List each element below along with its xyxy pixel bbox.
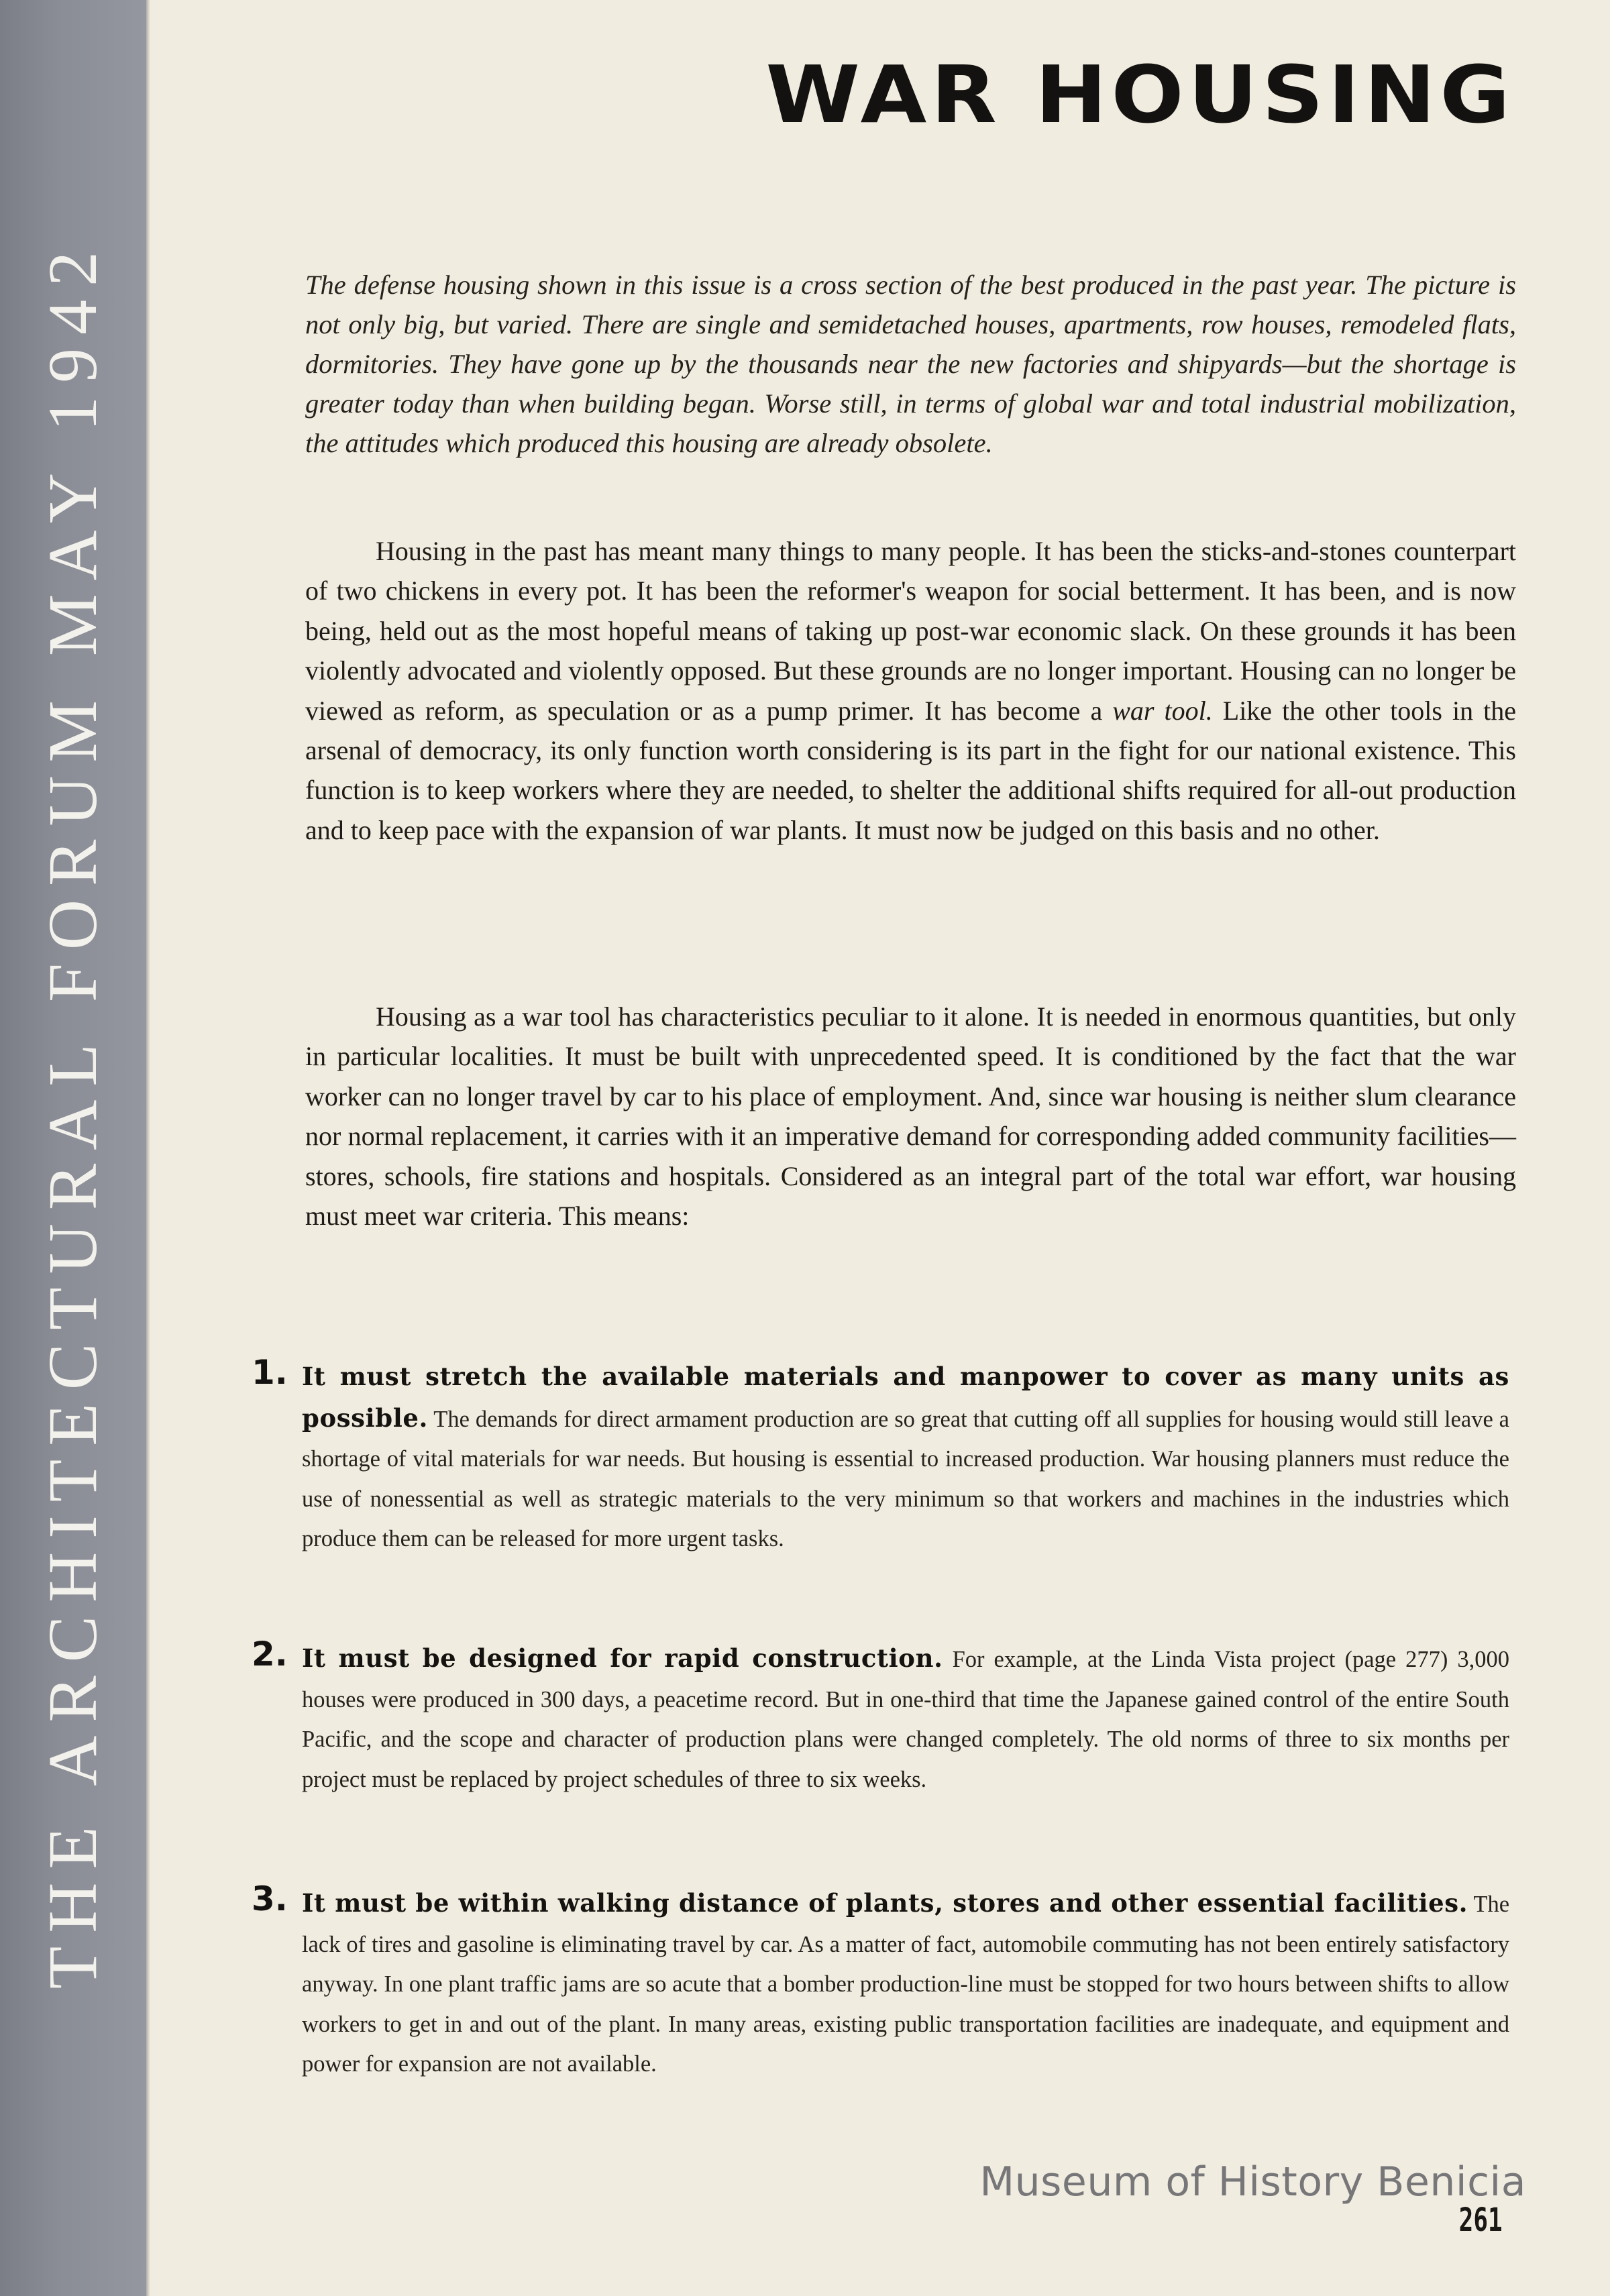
- list-number: 1.: [252, 1353, 288, 1392]
- side-band: [0, 0, 146, 2296]
- list-item-heading: It must stretch the available materials and manpower to cover as many units as possible.: [302, 1362, 1509, 1433]
- magazine-banner: THE ARCHITECTURAL FORUM MAY 1942: [34, 237, 111, 1989]
- list-item-text: For example, at the Linda Vista project (page 277) 3,000 houses were produced in 300 days, a peacetime record. But in one-third that time the Japanese gained control of the entire South Pacific, and the scope and character of production plans were changed completely. The old norms of three to six months per project must be replaced by project schedules of three to six weeks.: [302, 1647, 1509, 1792]
- list-item-text: The lack of tires and gasoline is eliminating travel by car. As a matter of fact, automobile commuting has not been entirely satisfactory anyway. In one plant traffic jams are so acute that a bomber production-line must be stopped for two hours between shifts to allow workers to get in and out of the plant. In many areas, existing public transportation facilities are inadequate, and equipment and power for expansion are not available.: [302, 1892, 1510, 2077]
- war-tool-emphasis: war tool.: [1112, 695, 1213, 726]
- list-item-heading: It must be within walking distance of plants, stores and other essential facilities.: [302, 1888, 1468, 1918]
- list-item-body: [302, 1883, 1509, 2085]
- list-number: 3.: [252, 1879, 288, 1918]
- museum-watermark: Museum of History Benicia: [979, 2158, 1526, 2205]
- body-paragraph-2: Housing as a war tool has characteristics peculiar to it alone. It is needed in enormous quantities, but only in particular localities. It must be built with unprecedented speed. It is conditioned by the fact that the war worker can no longer travel by car to his place of employment. And, since war housing is neither slum clearance nor normal replacement, it carries with it an imperative demand for corresponding added community facilities—stores, schools, fire stations and hospitals. Considered as an integral part of the total war effort, war housing must meet war criteria. This means:: [305, 1001, 1516, 1232]
- paragraph-1-after: Like the other tools in the arsenal of democracy, its only function worth considering is its part in the fight for our national existence. This function is to keep workers where they are needed, to shelter the additional shifts required for all-out production and to keep pace with the expansion of war plants. It must now be judged on this basis and no other.: [305, 695, 1516, 845]
- list-number: 2.: [252, 1635, 288, 1674]
- intro-paragraph: The defense housing shown in this issue is a cross section of the best produced in the past year. The picture is not only big, but varied. There are single and semidetached houses, apartments, row houses, remodeled flats, dormitories. They have gone up by the thousands near the new factories and shipyards—but the shortage is greater today than when building began. Worse still, in terms of global war and total industrial mobilization, the attitudes which produced this housing are already obsolete.: [305, 270, 1516, 458]
- list-item-heading: It must be designed for rapid construction.: [302, 1643, 943, 1673]
- paragraph-1-before: Housing in the past has meant many things to many people. It has been the sticks-and-stones counterpart of two chickens in every pot. It has been the reformer's weapon for social betterment. It has been, and is now being, held out as the most hopeful means of taking up post-war economic slack. On these grounds it has been violently advocated and violently opposed. But these grounds are no longer important. Housing can no longer be viewed as reform, as speculation or as a pump primer. It has become a: [305, 536, 1516, 726]
- body-paragraph-1: [305, 531, 1516, 850]
- page-title: WAR HOUSING: [765, 48, 1515, 141]
- page-number: 261: [1458, 2201, 1503, 2239]
- list-item: [252, 1635, 1509, 1800]
- list-item-text: The demands for direct armament production are so great that cutting off all supplies for housing would still leave a shortage of vital materials for war needs. But housing is essential to increased production. War housing planners must reduce the use of nonessential as well as strategic materials to the very minimum so that workers and machines in the industries which produce them can be released for more urgent tasks.: [302, 1406, 1509, 1552]
- list-item-body: [302, 1357, 1509, 1560]
- list-item: [252, 1353, 1509, 1560]
- list-item: [252, 1879, 1510, 2085]
- list-item-body: [302, 1639, 1509, 1800]
